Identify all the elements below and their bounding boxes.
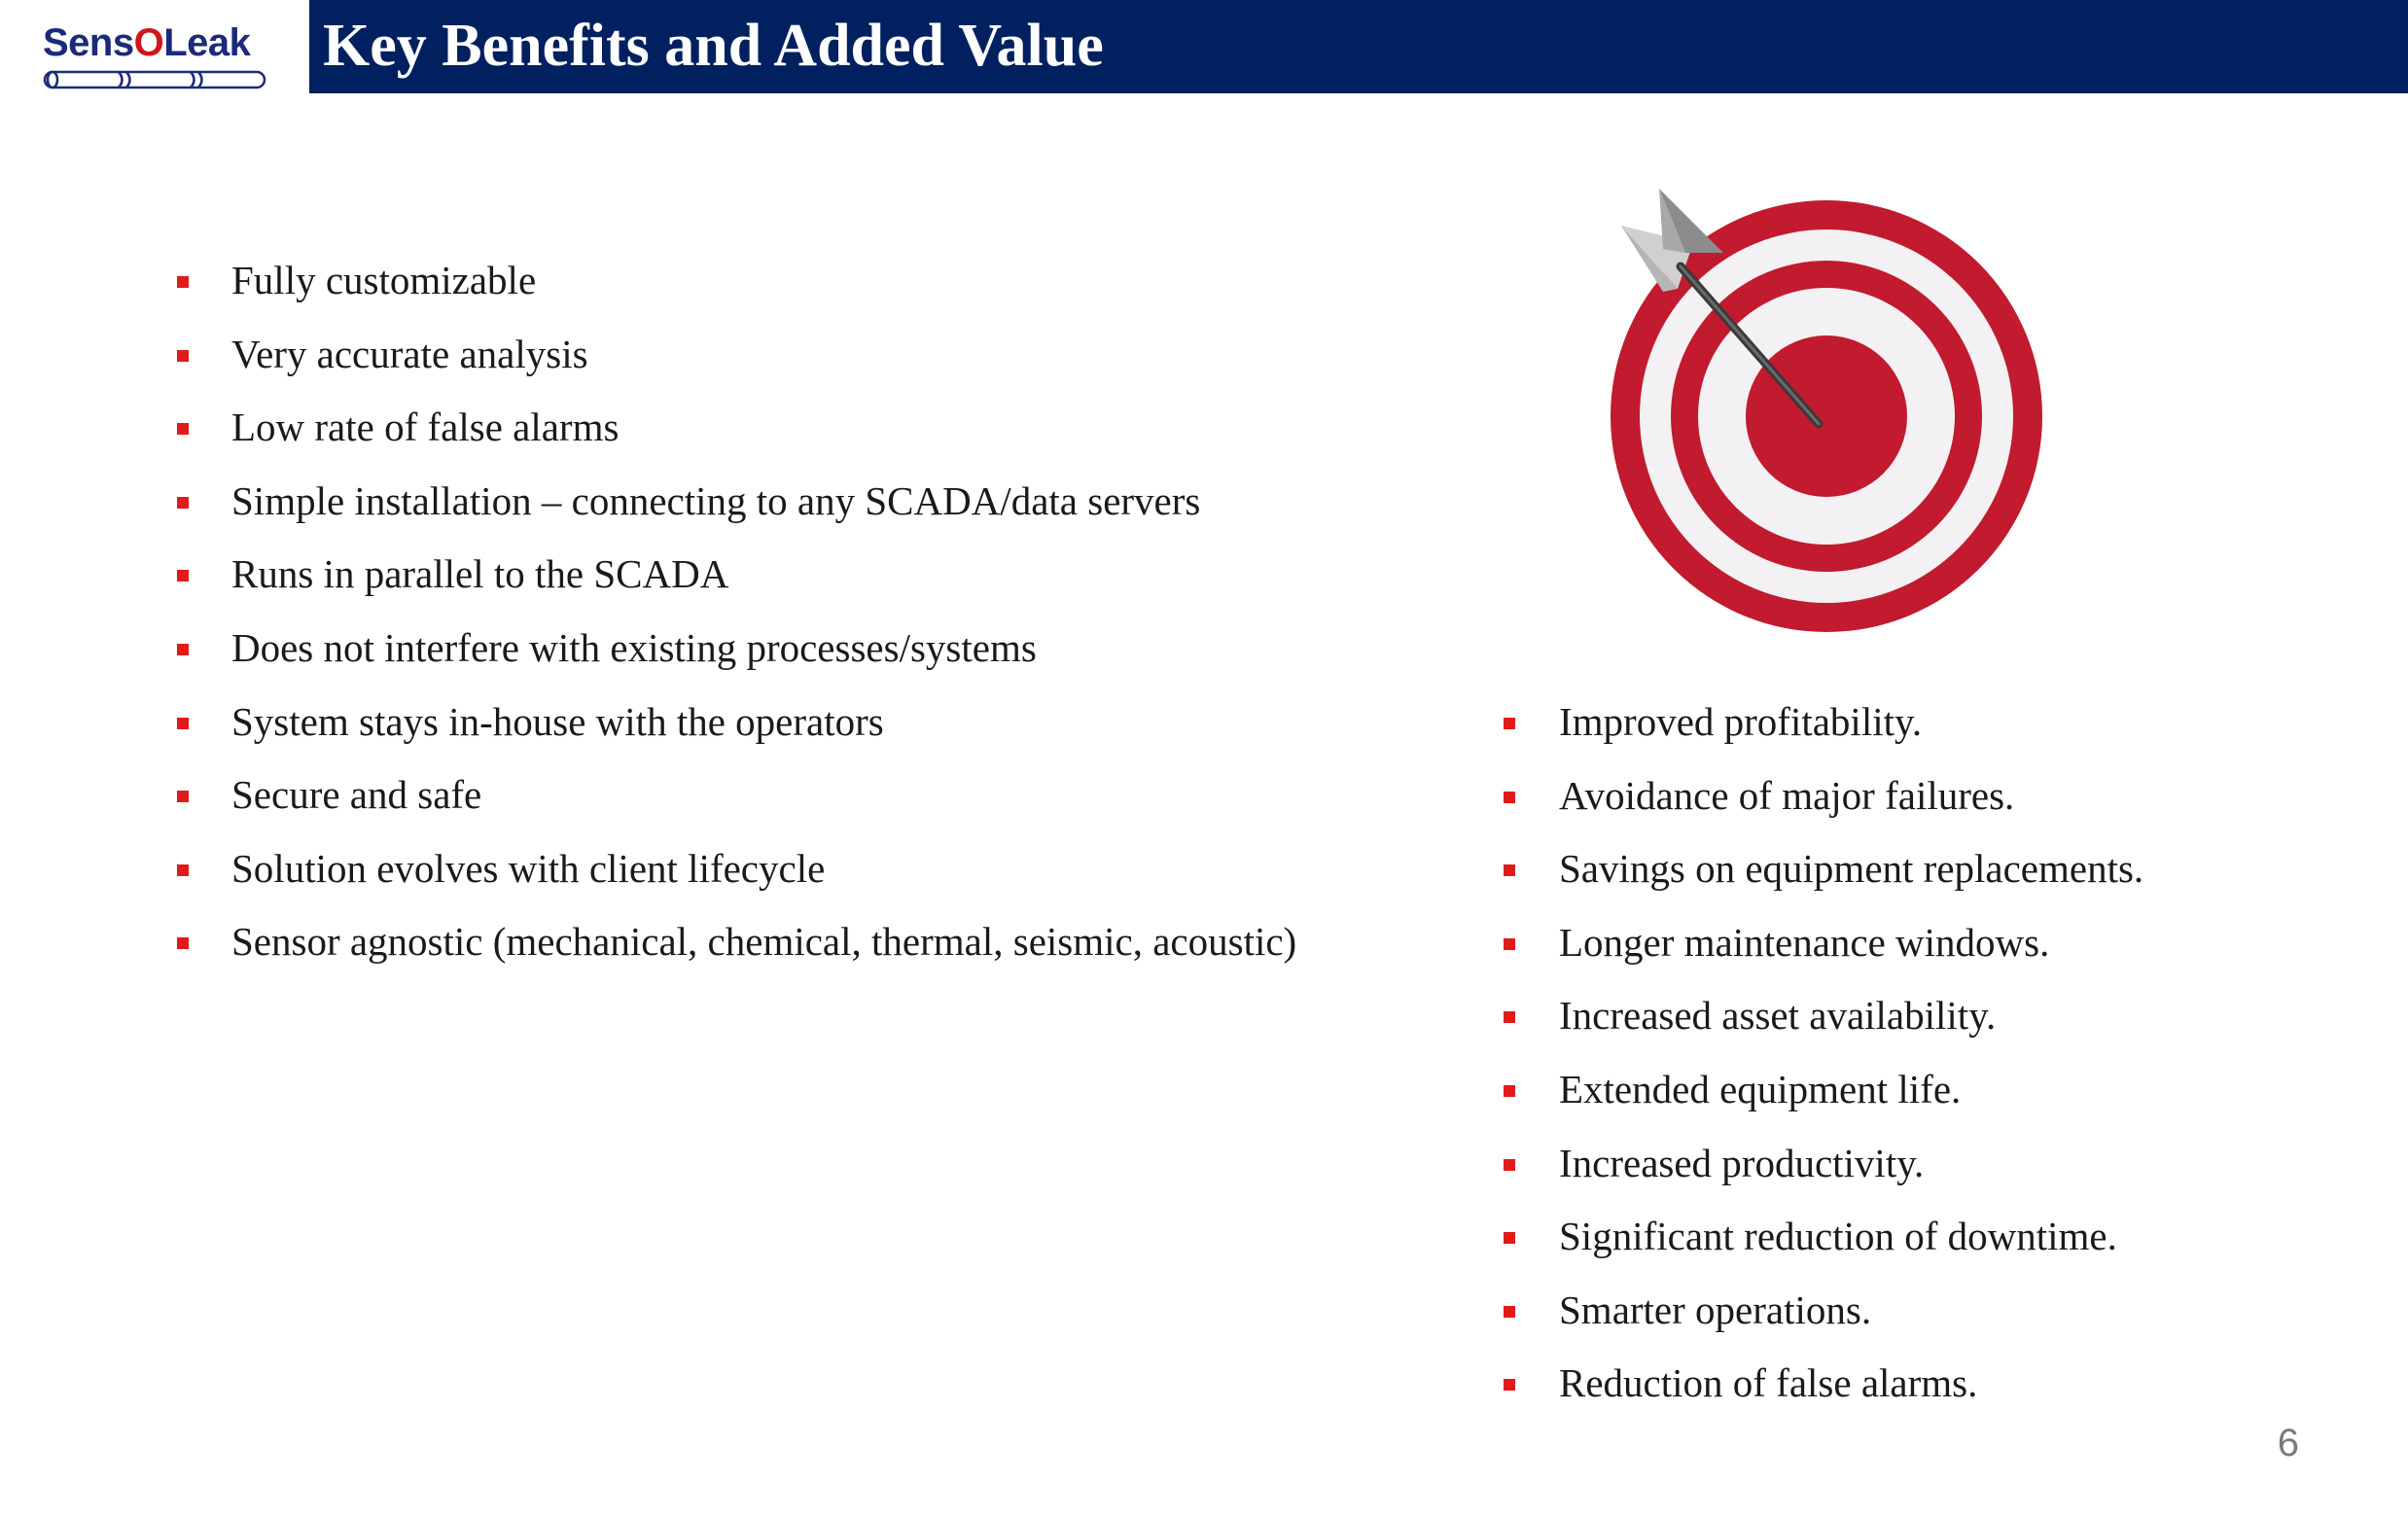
bullet-square-icon xyxy=(177,423,189,435)
benefit-item-text: Avoidance of major failures. xyxy=(1559,772,2015,818)
pipe-icon xyxy=(43,68,268,91)
benefit-item-text: Longer maintenance windows. xyxy=(1559,919,2050,965)
page-title: Key Benefits and Added Value xyxy=(323,13,1104,79)
bullet-square-icon xyxy=(1504,864,1515,876)
feature-item-text: Very accurate analysis xyxy=(231,331,588,376)
bullet-square-icon xyxy=(177,497,189,509)
bullet-square-icon xyxy=(1504,1085,1515,1097)
feature-item-text: Solution evolves with client lifecycle xyxy=(231,845,826,891)
bullet-square-icon xyxy=(1504,1159,1515,1171)
benefit-item-text: Improved profitability. xyxy=(1559,699,1923,744)
bullet-square-icon xyxy=(1504,938,1515,950)
benefit-item-text: Increased asset availability. xyxy=(1559,993,1997,1039)
target-with-dart-icon xyxy=(1576,181,2052,638)
bullet-square-icon xyxy=(1504,1379,1515,1391)
bullet-square-icon xyxy=(1504,1232,1515,1244)
feature-item-text: Fully customizable xyxy=(231,258,537,302)
bullet-square-icon xyxy=(177,644,189,655)
bullet-square-icon xyxy=(1504,718,1515,729)
feature-item-text: Runs in parallel to the SCADA xyxy=(231,551,729,597)
sensoleak-logo xyxy=(39,18,272,95)
logo-text-prefix: Sens xyxy=(43,21,134,64)
feature-item-text: Does not interfere with existing processes/systems xyxy=(231,624,1037,670)
benefit-item-text: Reduction of false alarms. xyxy=(1559,1360,1978,1406)
bullet-square-icon xyxy=(177,718,189,729)
bullet-square-icon xyxy=(177,570,189,582)
logo-text-suffix: Leak xyxy=(163,21,251,64)
bullet-square-icon xyxy=(177,791,189,802)
feature-item-text: Low rate of false alarms xyxy=(231,405,620,450)
logo-text-o: O xyxy=(133,21,164,64)
benefit-item-text: Extended equipment life. xyxy=(1559,1066,1962,1111)
bullet-square-icon xyxy=(1504,1011,1515,1023)
benefit-item-text: Significant reduction of downtime. xyxy=(1559,1214,2117,1259)
benefit-item-text: Savings on equipment replacements. xyxy=(1559,846,2144,892)
bullet-square-icon xyxy=(177,276,189,288)
bullet-square-icon xyxy=(177,937,189,949)
feature-item-text: Simple installation – connecting to any SCADA/data servers xyxy=(231,477,1201,523)
page-number: 6 xyxy=(2277,1422,2299,1464)
feature-item-text: Sensor agnostic (mechanical, chemical, thermal, seismic, acoustic) xyxy=(231,919,1297,965)
bullet-square-icon xyxy=(1504,792,1515,803)
feature-item-text: System stays in-house with the operators xyxy=(231,698,884,744)
header-bar xyxy=(309,0,2408,93)
benefit-item-text: Increased productivity. xyxy=(1559,1140,1925,1185)
feature-item-text: Secure and safe xyxy=(231,772,482,818)
benefit-item-text: Smarter operations. xyxy=(1559,1287,1872,1332)
logo-wordmark xyxy=(43,21,250,65)
bullet-square-icon xyxy=(1504,1306,1515,1318)
bullet-square-icon xyxy=(177,864,189,876)
bullet-square-icon xyxy=(177,350,189,362)
